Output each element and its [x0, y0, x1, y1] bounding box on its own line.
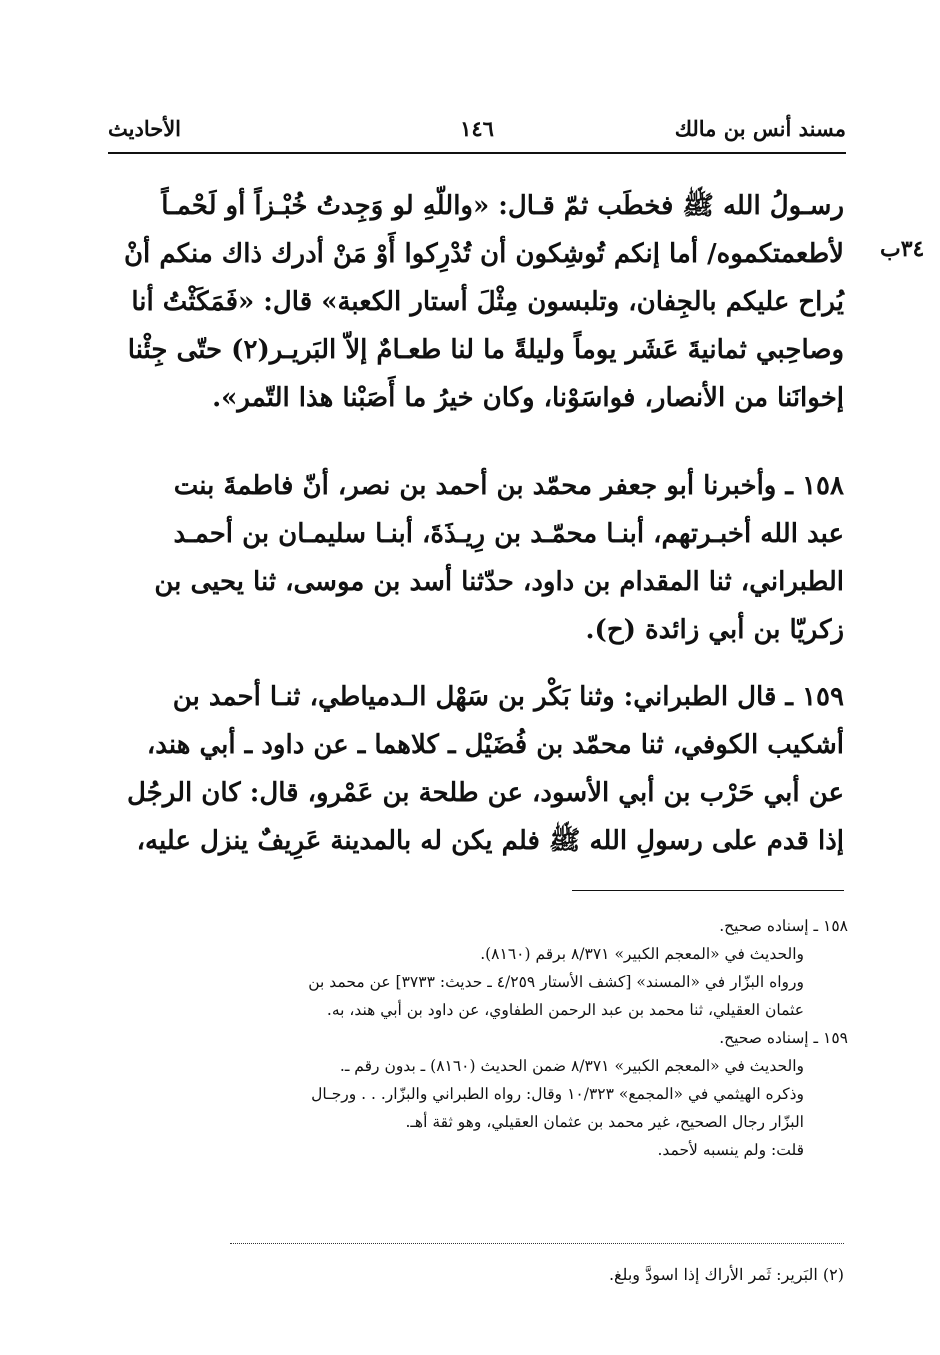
gloss-separator — [230, 1243, 844, 1244]
footnote-line: ١٥٨ ـ إسناده صحيح. — [719, 917, 848, 935]
text-line: يُراح عليكم بالجِفان، وتلبسون مِثْلَ أستار الكعبة» قال: «فَمَكَثْتُ أنا — [131, 287, 844, 317]
text-line: رسـولُ الله ﷺ فخطَب ثمّ قـال: «واللّهِ لو وَجِدتُ خُبْـزاً أو لَحْمـاً — [161, 191, 844, 221]
text-line: وصاحِبي ثمانيةَ عَشَر يوماً وليلةً ما لنا طعـامٌ إلاّ البَريـر(٢) حتّى جِئْنا — [127, 335, 844, 365]
hadith-159 — [112, 673, 844, 865]
text-line: عبد الله أخبـرتهم، أبنـا محمّـد بن رِيـذَةَ، أبنـا سليمـان بن أحمـد — [173, 519, 844, 549]
text-line: إذا قدم على رسولِ الله ﷺ فلم يكن له بالمدينة عَرِيفٌ ينزل عليه، — [136, 826, 844, 856]
text-line: ١٥٩ ـ قال الطبراني: وثنا بَكْر بن سَهْل الـدمياطي، ثنـا أحمد بن — [172, 682, 844, 712]
footnote-line: والحديث في «المعجم الكبير» ٨/٣٧١ ضمن الحديث (٨١٦٠) ـ بدون رقم ـ. — [339, 1057, 804, 1075]
page-header — [108, 112, 846, 148]
text-line: زكريّا بن أبي زائدة (ح). — [585, 615, 844, 645]
footnote-line: وذكره الهيثمي في «المجمع» ١٠/٣٢٣ وقال: رواه الطبراني والبزّار. . . ورجـال — [311, 1085, 804, 1103]
footnote-line: ورواه البزّار في «المسند» [كشف الأستار ٤/٢٥٩ ـ حديث: ٣٧٣٣] عن محمد بن — [308, 973, 804, 991]
footnote-separator — [572, 890, 844, 891]
text-line: لأطعمتكموه/ أما إنكم تُوشِكون أن تُدْرِكوا أَوْ مَنْ أدرك ذاك منكم أنْ — [123, 239, 844, 269]
text-line: إخوانَنا من الأنصار، فواسَوْنا، وكان خيرُ ما أَصَبْنا هذا التّمر». — [212, 383, 844, 413]
footnote-line: البزّار رجال الصحيح، غير محمد بن عثمان العقيلي، وهو ثقة أهـ. — [405, 1113, 804, 1131]
header-rule — [108, 152, 846, 154]
text-line: أشكيب الكوفي، ثنا محمّد بن فُضَيْل ـ كلاهما ـ عن داود ـ أبي هند، — [146, 730, 844, 760]
footnote-line: ١٥٩ ـ إسناده صحيح. — [719, 1029, 848, 1047]
hadith-continuation — [112, 182, 844, 422]
footnote-line: والحديث في «المعجم الكبير» ٨/٣٧١ برقم (٨١٦٠). — [480, 945, 804, 963]
text-line: ١٥٨ ـ وأخبرنا أبو جعفر محمّد بن أحمد بن نصر، أنّ فاطمةَ بنت — [173, 471, 844, 501]
page-number: ١٤٦ — [460, 116, 494, 141]
word-gloss-footnote: (٢) البَرير: ثَمر الأراك إذا اسودَّ وبلغ. — [608, 1265, 844, 1284]
running-title: مسند أنس بن مالك — [674, 116, 846, 141]
text-line: عن أبي حَرْب بن أبي الأسود، عن طلحة بن عَمْرو، قال: كان الرجُل — [126, 778, 844, 808]
footnote-line: عثمان العقيلي، ثنا محمد بن عبد الرحمن الطفاوي، عن داود بن أبي هند، به. — [326, 1001, 804, 1019]
manuscript-folio-note: ٣٤ب — [880, 236, 925, 262]
footnotes — [118, 912, 848, 1164]
text-line: الطبراني، ثنا المقدام بن داود، حدّثنا أسد بن موسى، ثنا يحيى بن — [154, 567, 844, 597]
section-title: الأحاديث — [108, 116, 182, 141]
footnote-line: قلت: ولم ينسبه لأحمد. — [657, 1141, 804, 1159]
hadith-158 — [112, 462, 844, 654]
